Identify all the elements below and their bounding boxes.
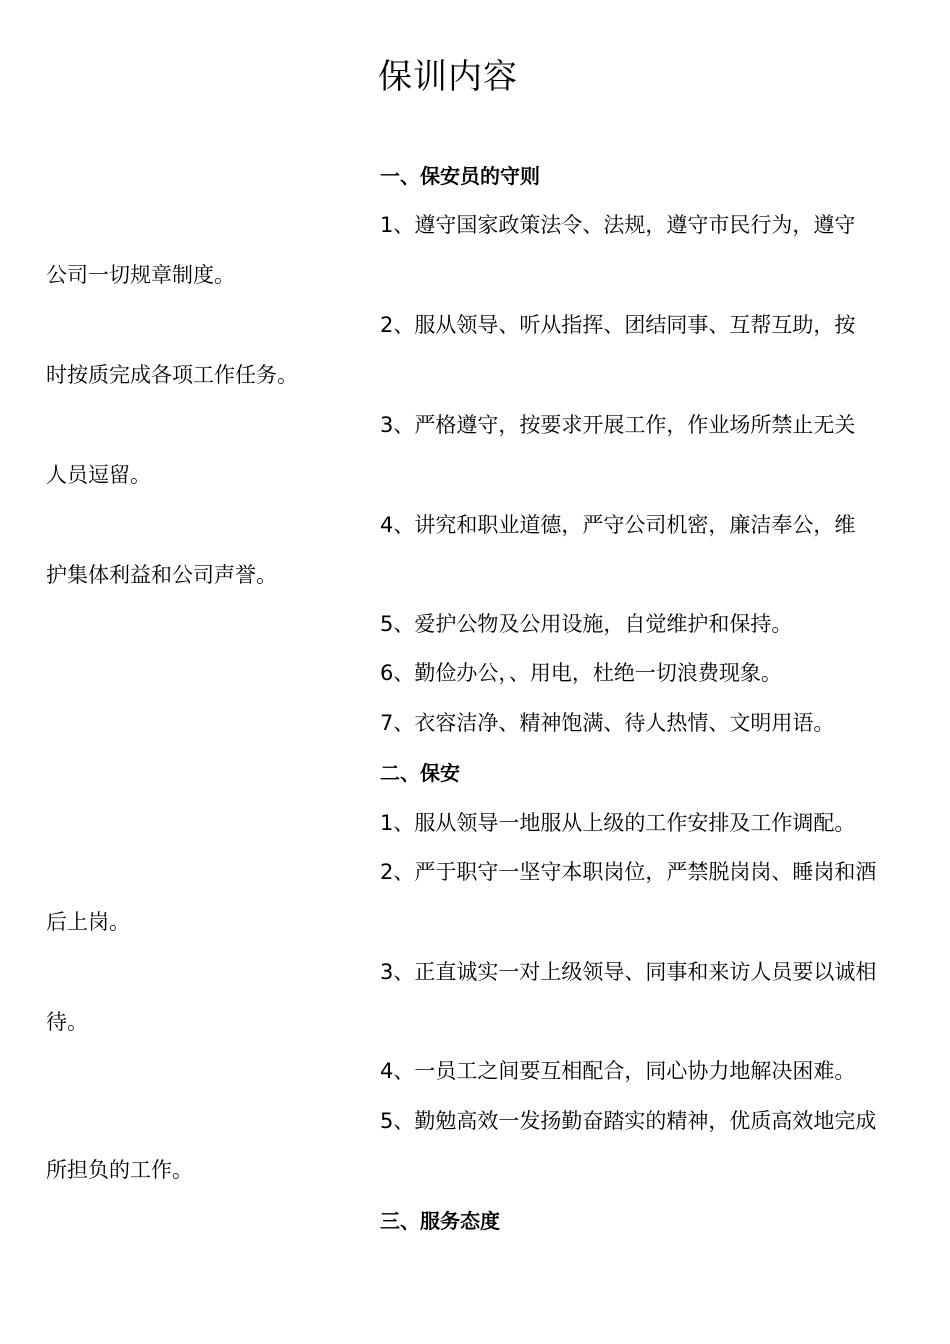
section-heading: 二、保安: [380, 761, 460, 785]
paragraph-line: 4、讲究和职业道德，严守公司机密，廉洁奉公，维: [380, 513, 856, 537]
paragraph-line: 4、一员工之间要互相配合，同心协力地解决困难。: [380, 1059, 856, 1083]
paragraph-line: 待。: [46, 1010, 88, 1034]
paragraph-line: 7、衣容洁净、精神饱满、待人热情、文明用语。: [380, 711, 835, 735]
paragraph-line: 后上岗。: [46, 910, 130, 934]
section-heading: 一、保安员的守则: [380, 164, 540, 188]
paragraph-line: 1、服从领导一地服从上级的工作安排及工作调配。: [380, 811, 856, 835]
paragraph-line: 3、正直诚实一对上级领导、同事和来访人员要以诚相: [380, 960, 877, 984]
paragraph-line: 护集体利益和公司声誉。: [46, 563, 277, 587]
paragraph-line: 2、严于职守一坚守本职岗位，严禁脱岗岗、睡岗和酒: [380, 860, 877, 884]
paragraph-line: 5、勤勉高效一发扬勤奋踏实的精神，优质高效地完成: [380, 1109, 877, 1133]
paragraph-line: 2、服从领导、听从指挥、团结同事、互帮互助，按: [380, 313, 856, 337]
paragraph-line: 6、勤俭办公，、用电，杜绝一切浪费现象。: [380, 661, 782, 685]
section-heading: 三、服务态度: [380, 1209, 500, 1233]
paragraph-line: 1、遵守国家政策法令、法规，遵守市民行为，遵守: [380, 213, 856, 237]
document-title: 保训内容: [378, 57, 518, 97]
paragraph-line: 所担负的工作。: [46, 1158, 193, 1182]
paragraph-line: 5、爱护公物及公用设施，自觉维护和保持。: [380, 612, 793, 636]
paragraph-line: 公司一切规章制度。: [46, 263, 235, 287]
paragraph-line: 3、严格遵守，按要求开展工作，作业场所禁止无关: [380, 413, 856, 437]
paragraph-line: 人员逗留。: [46, 463, 151, 487]
paragraph-line: 时按质完成各项工作任务。: [46, 363, 298, 387]
